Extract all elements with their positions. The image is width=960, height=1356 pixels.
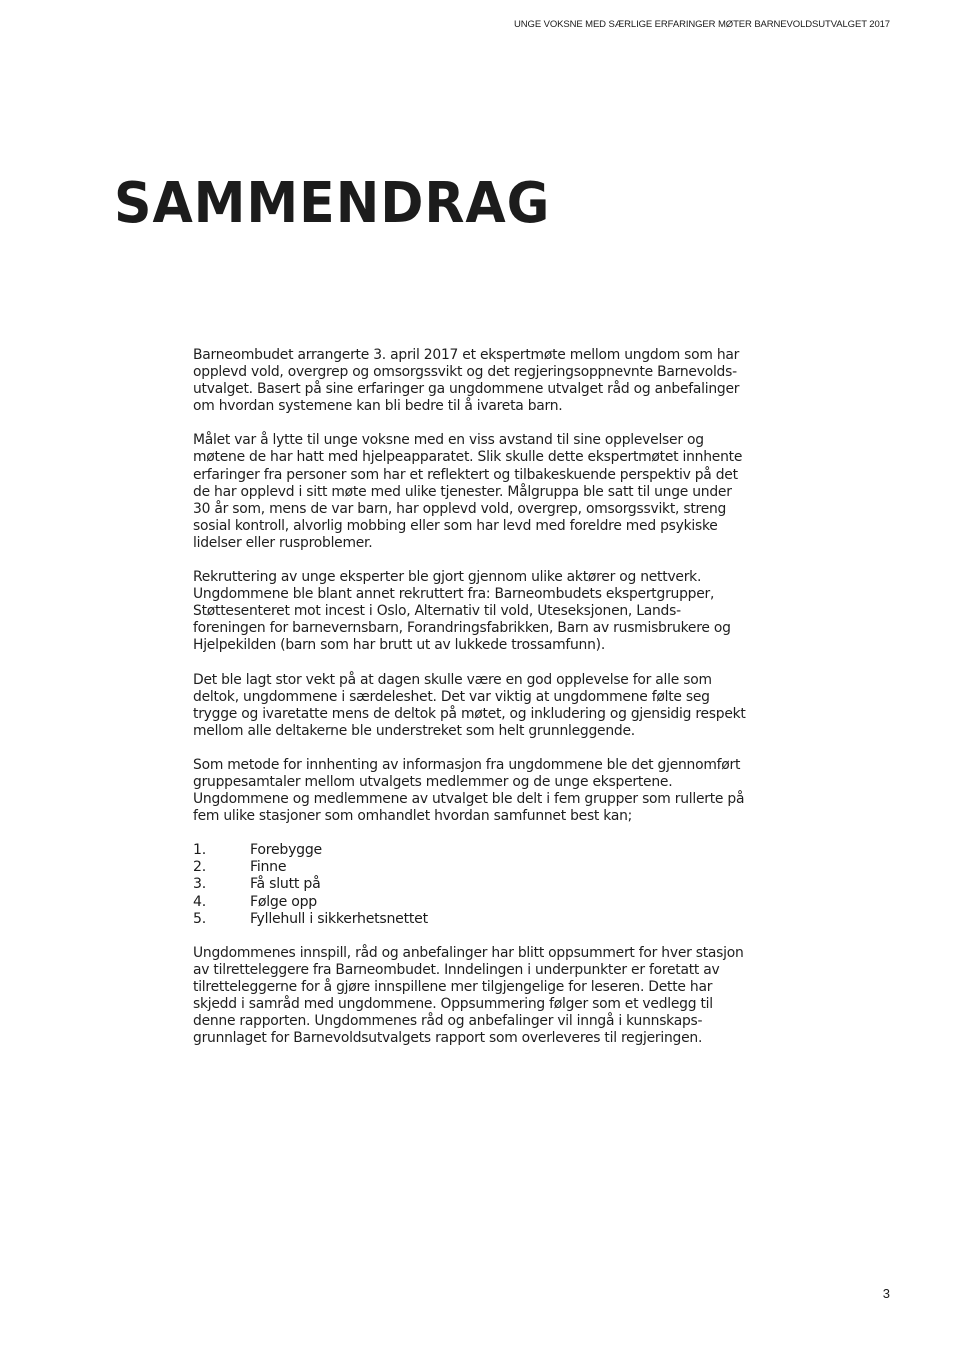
document-body [193, 347, 753, 1064]
list-text: Få slutt på [250, 876, 321, 893]
paragraph-recruitment [193, 569, 753, 654]
text-line: utvalget. Basert på sine erfaringer ga ungdommene utvalget råd og anbefalinger [193, 381, 740, 398]
text-line: 30 år som, mens de var barn, har opplevd vold, overgrep, omsorgssvikt, streng [193, 500, 727, 517]
list-text: Finne [250, 859, 287, 876]
text-line: gruppesamtaler mellom utvalgets medlemmer og de unge ekspertene. [193, 773, 673, 790]
text-line: deltok, ungdommene i særdeleshet. Det var viktig at ungdommene følte seg [193, 688, 710, 705]
running-header: UNGE VOKSNE MED SÆRLIGE ERFARINGER MØTER BARNEVOLDSUTVALGET 2017 [514, 19, 890, 30]
list-number: 1. [193, 842, 206, 859]
text-line: denne rapporten. Ungdommenes råd og anbefalinger vil inngå i kunnskaps- [193, 1013, 703, 1030]
paragraph-experience [193, 672, 753, 740]
text-line: Ungdommenes innspill, råd og anbefalinger har blitt oppsummert for hver stasjon [193, 944, 744, 961]
stations-list [193, 842, 753, 927]
paragraph-intro [193, 347, 753, 415]
list-text: Følge opp [250, 893, 318, 910]
text-line: fem ulike stasjoner som omhandlet hvordan samfunnet best kan; [193, 808, 633, 825]
paragraph-purpose [193, 432, 753, 552]
list-item [193, 894, 753, 911]
list-item [193, 876, 753, 893]
text-line: Støttesenteret mot incest i Oslo, Alternativ til vold, Uteseksjonen, Lands- [193, 603, 681, 620]
text-line: grunnlaget for Barnevoldsutvalgets rapport som overleveres til regjeringen. [193, 1030, 703, 1047]
page-number: 3 [882, 1286, 890, 1301]
text-line: Barneombudet arrangerte 3. april 2017 et ekspertmøte mellom ungdom som har [193, 347, 740, 363]
paragraph-closing [193, 945, 753, 1048]
text-line: erfaringer fra personer som har et reflektert og tilbakeskuende perspektiv på det [193, 466, 738, 483]
text-line: Målet var å lytte til unge voksne med en viss avstand til sine opplevelser og [193, 432, 704, 449]
text-line: Hjelpekilden (barn som har brutt ut av lukkede trossamfunn). [193, 637, 605, 654]
list-text: Forebygge [250, 842, 322, 859]
text-line: mellom alle deltakerne ble understreket som helt grunnleggende. [193, 722, 635, 739]
list-text: Fyllehull i sikkerhetsnettet [250, 910, 428, 927]
text-line: av tilretteleggere fra Barneombudet. Inndelingen i underpunkter er foretatt av [193, 961, 720, 978]
text-line: Det ble lagt stor vekt på at dagen skulle være en god opplevelse for alle som [193, 671, 712, 688]
text-line: lidelser eller rusproblemer. [193, 534, 373, 551]
paragraph-method [193, 757, 753, 825]
text-line: møtene de har hatt med hjelpeapparatet. Slik skulle dette ekspertmøtet innhente [193, 449, 743, 466]
list-number: 5. [193, 910, 206, 927]
text-line: Ungdommene ble blant annet rekruttert fra: Barneombudets ekspertgrupper, [193, 586, 715, 603]
text-line: Ungdommene og medlemmene av utvalget ble delt i fem grupper som rullerte på [193, 791, 745, 808]
text-line: skjedd i samråd med ungdommene. Oppsummering følger som et vedlegg til [193, 996, 713, 1012]
list-item [193, 859, 753, 876]
list-number: 2. [193, 859, 206, 876]
list-number: 3. [193, 876, 206, 893]
list-item [193, 842, 753, 859]
text-line: foreningen for barnevernsbarn, Forandringsfabrikken, Barn av rusmisbrukere og [193, 620, 731, 637]
text-line: sosial kontroll, alvorlig mobbing eller som har levd med foreldre med psykiske [193, 517, 718, 534]
text-line: trygge og ivaretatte mens de deltok på møtet, og inkludering og gjensidig respekt [193, 705, 746, 722]
list-number: 4. [193, 893, 206, 910]
text-line: opplevd vold, overgrep og omsorgssvikt og det regjeringsoppnevnte Barnevolds- [193, 364, 737, 381]
text-line: tilretteleggerne for å gjøre innspillene mer tilgjengelige for leseren. Dette har [193, 978, 713, 995]
text-line: Som metode for innhenting av informasjon fra ungdommene ble det gjennomført [193, 756, 741, 773]
text-line: Rekruttering av unge eksperter ble gjort gjennom ulike aktører og nettverk. [193, 569, 702, 586]
page-title: SAMMENDRAG [114, 171, 551, 236]
list-item [193, 911, 753, 928]
text-line: om hvordan systemene kan bli bedre til å ivareta barn. [193, 398, 563, 415]
text-line: de har opplevd i sitt møte med ulike tjenester. Målgruppa ble satt til unge under [193, 483, 732, 500]
